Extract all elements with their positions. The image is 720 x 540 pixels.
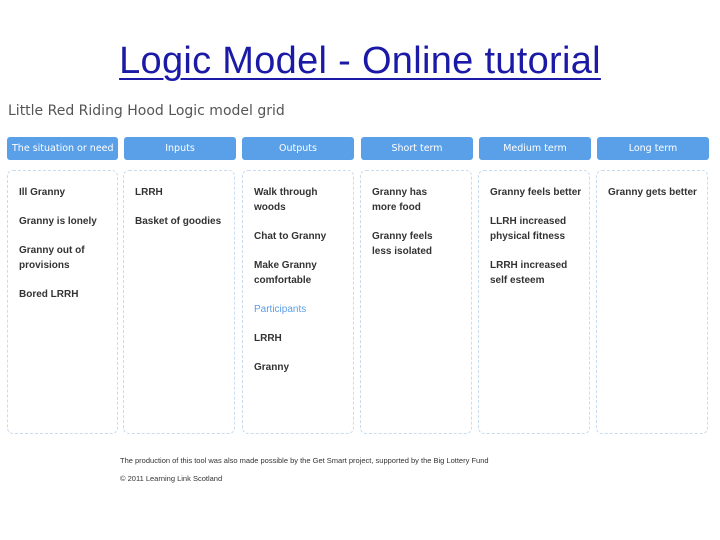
participants-label: Participants — [254, 304, 307, 315]
list-item: LRRH — [254, 333, 282, 344]
list-item: Bored LRRH — [19, 289, 79, 300]
list-item: LRRH — [135, 187, 163, 198]
slide-title: Logic Model - Online tutorial — [119, 40, 601, 82]
list-item: Granny is lonely — [19, 216, 97, 227]
footer-copyright: © 2011 Learning Link Scotland — [120, 474, 223, 483]
column-long-term — [596, 170, 708, 434]
list-item: LLRH increased physical fitness — [490, 216, 567, 242]
list-item: Ill Granny — [19, 187, 66, 198]
column-inputs — [123, 170, 235, 434]
header-long-term: Long term — [597, 137, 709, 160]
header-row — [7, 137, 709, 160]
list-item: Make Granny comfortable — [254, 260, 317, 286]
grid-title: Little Red Riding Hood Logic model grid — [8, 103, 285, 119]
header-medium-term: Medium term — [479, 137, 591, 160]
list-item: Granny gets better — [608, 187, 697, 198]
column-situation — [7, 170, 118, 434]
header-outputs: Outputs — [242, 137, 354, 160]
header-inputs: Inputs — [124, 137, 236, 160]
header-situation: The situation or need — [7, 137, 118, 160]
list-item: Granny has more food — [372, 187, 428, 213]
list-item: Basket of goodies — [135, 216, 222, 227]
list-item: Granny feels better — [490, 187, 582, 198]
column-short-term — [360, 170, 472, 434]
list-item: LRRH increased self esteem — [490, 260, 568, 286]
list-item: Walk through woods — [254, 187, 318, 213]
column-outputs — [242, 170, 354, 434]
list-item: Chat to Granny — [254, 231, 327, 242]
column-medium-term — [478, 170, 590, 434]
list-item: Granny feels less isolated — [372, 231, 433, 257]
footer-credit: The production of this tool was also made possible by the Get Smart project, supported by the Big Lottery Fund — [120, 456, 489, 465]
list-item: Granny — [254, 362, 290, 373]
header-short-term: Short term — [361, 137, 473, 160]
list-item: Granny out of provisions — [19, 245, 85, 271]
